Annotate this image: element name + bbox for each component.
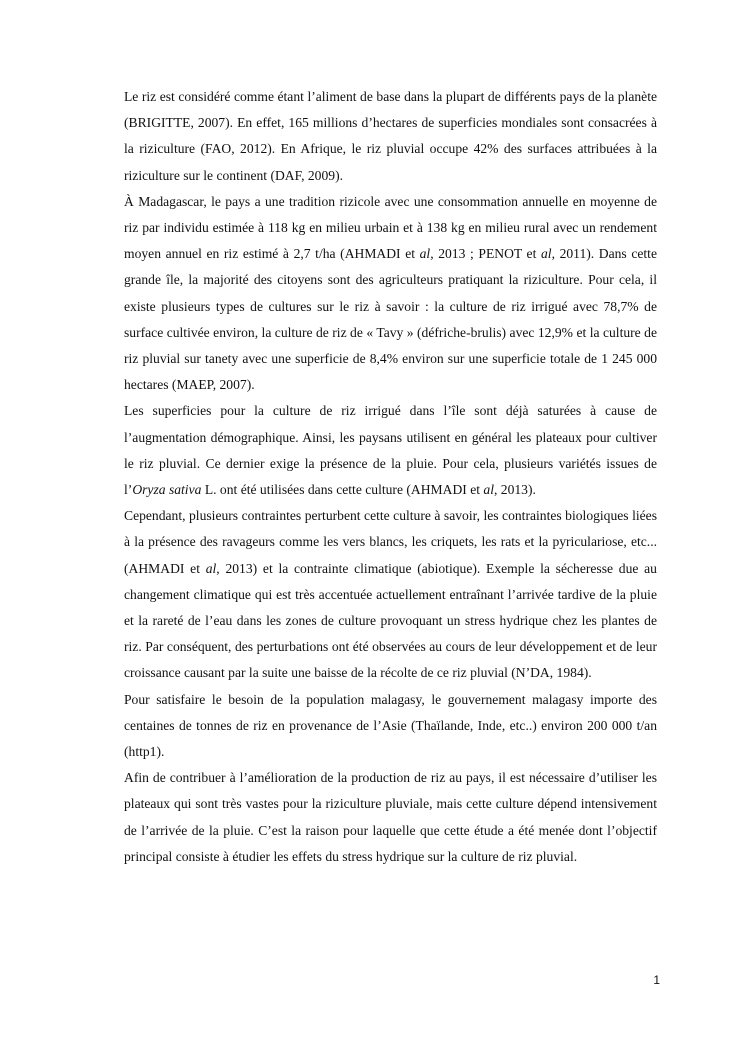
body-text: [124, 84, 657, 870]
italic-text: al: [205, 560, 217, 576]
paragraph: [124, 189, 657, 399]
paragraph: [124, 503, 657, 686]
italic-text: al: [419, 246, 431, 262]
italic-text: al: [540, 246, 552, 262]
paragraph: [124, 398, 657, 503]
text-run: , 2013 ; PENOT et: [430, 246, 541, 262]
text-run: Cependant, plusieurs contraintes perturbent cette culture à savoir, les contraintes biologiques liées à la présence des ravageurs comme les vers blancs, les criquets, les rats et la pyriculariose, etc... (AHMADI et: [124, 508, 657, 576]
paragraph: [124, 687, 657, 766]
page-number: 1: [653, 973, 660, 987]
paragraph: [124, 84, 657, 189]
text-run: À Madagascar, le pays a une tradition rizicole avec une consommation annuelle en moyenne de riz par individu estimée à 118 kg en milieu urbain et à 138 kg en milieu rural avec un rendement moyen annuel en riz estimé à 2,7 t/ha (AHMADI et: [124, 193, 657, 262]
paragraph: [124, 765, 657, 870]
text-run: , 2011). Dans cette grande île, la majorité des citoyens sont des agriculteurs pratiquant la riziculture. Pour cela, il existe plusieurs types de cultures sur le riz à savoir : la culture de riz irrigué avec 78,7% de surface cultivée environ, la culture de riz de « Tavy » (défriche-brulis) avec 12,9% et la culture de riz pluvial sur tanety avec une superficie de 8,4% environ sur une superficie totale de 1 245 000 hectares (MAEP, 2007).: [124, 246, 657, 393]
italic-text: Oryza sativa: [132, 482, 202, 498]
text-run: Pour satisfaire le besoin de la population malagasy, le gouvernement malagasy importe des centaines de tonnes de riz en provenance de l’Asie (Thaïlande, Inde, etc..) environ 200 000 t/an (http1).: [124, 691, 657, 760]
text-run: Les superficies pour la culture de riz irrigué dans l’île sont déjà saturées à cause de l’augmentation démographique. Ainsi, les paysans utilisent en général les plateaux pour cultiver le riz pluvial. Ce dernier exige la présence de la pluie. Pour cela, plusieurs variétés issues de l’: [124, 403, 657, 498]
text-run: , 2013).: [493, 482, 536, 498]
text-run: Afin de contribuer à l’amélioration de la production de riz au pays, il est nécessaire d’utiliser les plateaux qui sont très vastes pour la riziculture pluviale, mais cette culture dépend intensivement de l’arrivée de la pluie. C’est la raison pour laquelle que cette étude a été menée dont l’objectif principal consiste à étudier les effets du stress hydrique sur la culture de riz pluvial.: [124, 770, 657, 864]
text-run: L. ont été utilisées dans cette culture (AHMADI et: [201, 482, 484, 498]
italic-text: al: [483, 482, 494, 498]
text-run: Le riz est considéré comme étant l’aliment de base dans la plupart de différents pays de la planète (BRIGITTE, 2007). En effet, 165 millions d’hectares de superficies mondiales sont consacrées à la riziculture (FAO, 2012). En Afrique, le riz pluvial occupe 42% des surfaces attribuées à la riziculture sur le continent (DAF, 2009).: [124, 89, 657, 183]
text-run: , 2013) et la contrainte climatique (abiotique). Exemple la sécheresse due au changement climatique qui est très accentuée actuellement entraînant l’arrivée tardive de la pluie et la rareté de l’eau dans les zones de culture provoquant un stress hydrique chez les plantes de riz. Par conséquent, des perturbations ont été observées au cours de leur développement et de leur croissance causant par la suite une baisse de la récolte de ce riz pluvial (N’DA, 1984).: [124, 560, 657, 681]
